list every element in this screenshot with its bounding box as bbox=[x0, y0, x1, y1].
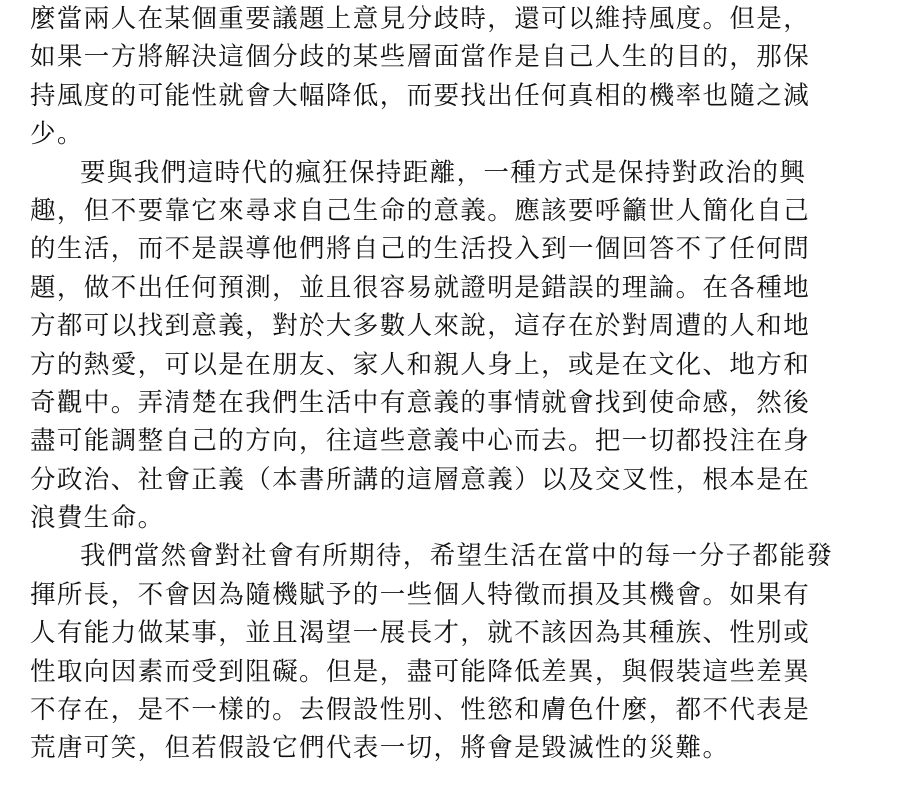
paragraph-3 bbox=[30, 537, 890, 767]
text-line: 少。 bbox=[30, 119, 84, 150]
text-line: 如果一方將解決這個分歧的某些層面當作是自己人生的目的，那保 bbox=[30, 42, 811, 73]
paragraph-2 bbox=[30, 154, 890, 538]
text-line: 盡可能調整自己的方向，往這些意義中心而去。把一切都投注在身 bbox=[30, 426, 811, 457]
text-line: 的生活，而不是誤導他們將自己的生活投入到一個回答不了任何問 bbox=[30, 234, 811, 265]
text-line: 方都可以找到意義，對於大多數人來說，這存在於對周遭的人和地 bbox=[30, 311, 811, 342]
text-line: 題，做不出任何預測，並且很容易就證明是錯誤的理論。在各種地 bbox=[30, 272, 811, 303]
text-line: 要與我們這時代的瘋狂保持距離，一種方式是保持對政治的興 bbox=[80, 157, 807, 188]
text-line: 麼當兩人在某個重要議題上意見分歧時，還可以維持風度。但是， bbox=[30, 4, 811, 34]
text-line: 持風度的可能性就會大幅降低，而要找出任何真相的機率也隨之減 bbox=[30, 80, 811, 111]
text-line: 性取向因素而受到阻礙。但是，盡可能降低差異，與假裝這些差異 bbox=[30, 656, 811, 687]
text-line: 人有能力做某事，並且渴望一展長才，就不該因為其種族、性別或 bbox=[30, 618, 811, 649]
text-line: 方的熱愛，可以是在朋友、家人和親人身上，或是在文化、地方和 bbox=[30, 349, 811, 380]
paragraph-1 bbox=[30, 0, 890, 154]
text-line: 浪費生命。 bbox=[30, 503, 165, 534]
text-line: 分政治、社會正義（本書所講的這層意義）以及交叉性，根本是在 bbox=[30, 464, 811, 495]
text-line: 我們當然會對社會有所期待，希望生活在當中的每一分子都能發 bbox=[80, 541, 834, 572]
text-line: 揮所長，不會因為隨機賦予的一些個人特徵而損及其機會。如果有 bbox=[30, 579, 811, 610]
text-line: 奇觀中。弄清楚在我們生活中有意義的事情就會找到使命感，然後 bbox=[30, 387, 811, 418]
text-line: 荒唐可笑，但若假設它們代表一切，將會是毀滅性的災難。 bbox=[30, 733, 730, 764]
text-line: 不存在，是不一樣的。去假設性別、性慾和膚色什麼，都不代表是 bbox=[30, 695, 811, 726]
document-page bbox=[30, 0, 890, 768]
text-line: 趣，但不要靠它來尋求自己生命的意義。應該要呼籲世人簡化自己 bbox=[30, 195, 811, 226]
